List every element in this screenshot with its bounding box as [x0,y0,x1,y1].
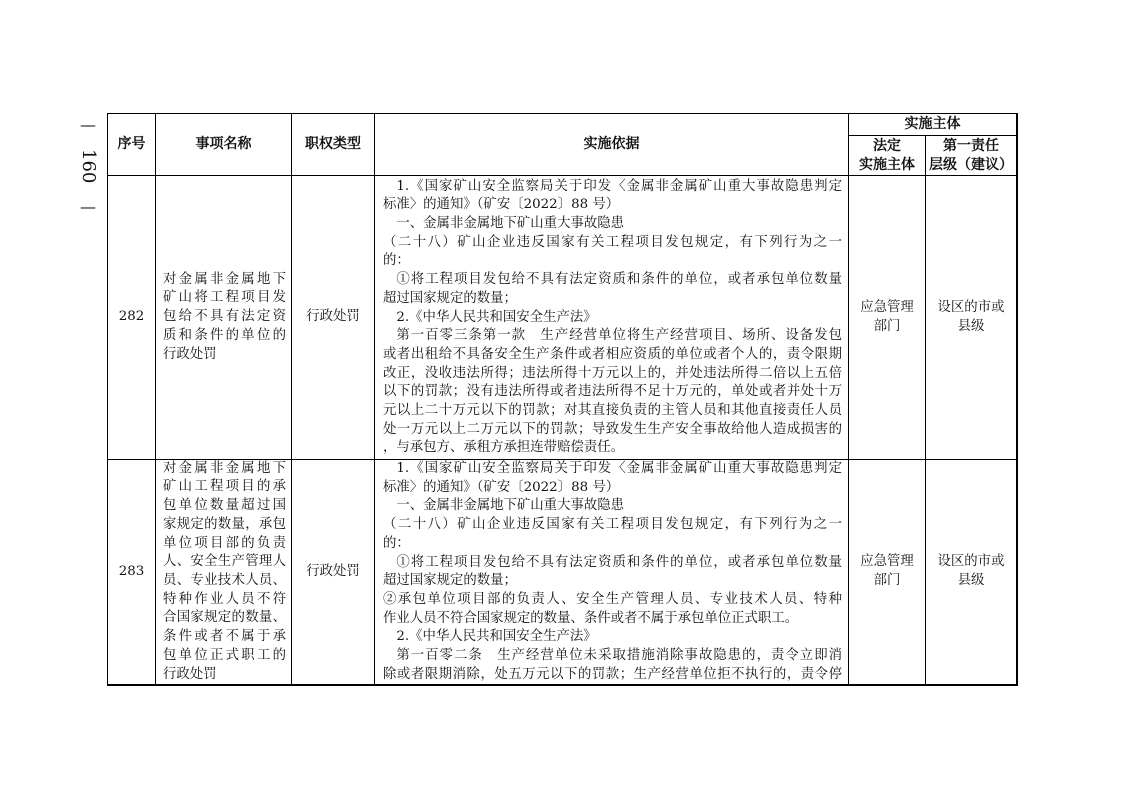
header-legal-subject-line: 实施主体 [859,156,915,173]
seq-value: 283 [118,563,145,579]
basis-line: ①将工程项目发包给不具有法定资质和条件的单位，或者承包单位数量 [396,272,842,288]
legal-subject-line: 应急管理 [860,554,914,570]
item-name-line: 包单位正式职工的 [163,647,286,663]
row-283-basis [374,459,849,685]
basis-line: 以下的罚款；没有违法所得或者违法所得不足十万元的，单处或者并处十万 [383,384,842,400]
header-seq-label: 序号 [117,136,146,153]
header-item-name-label: 事项名称 [195,136,252,153]
basis-line: 2.《中华人民共和国安全生产法》 [396,309,597,325]
row-283-item-name [155,459,292,685]
item-name-line: 包单位数量超过国 [163,498,286,514]
basis-line: 超过国家规定的数量； [383,573,517,589]
item-name-line: 家规定的数量，承包 [163,516,286,532]
basis-line: 元以上二十万元以下的罚款；对其直接负责的主管人员和其他直接责任人员 [383,403,842,419]
item-name-line: 矿山工程项目的承 [163,479,286,495]
page-number [79,116,97,216]
power-type-value: 行政处罚 [306,309,360,325]
row-282-basis [374,175,849,460]
basis-line: 的： [383,535,410,551]
item-name-line: 特种作业人员不符 [163,591,286,607]
page-number-dash-bottom: — [80,196,96,216]
item-name-line: 矿山将工程项目发 [163,290,286,306]
responsibility-level-line: 设区的市或 [937,554,1005,570]
header-responsibility-level [925,135,1017,176]
row-282-power-type [291,175,375,460]
item-name-line: 包给不具有法定资 [163,309,286,325]
item-name-line: 行政处罚 [163,666,217,682]
basis-line: 除或者限期消除，处五万元以下的罚款；生产经营单位拒不执行的，责令停 [383,666,842,682]
header-seq [107,113,156,176]
basis-line: 标准〉的通知》（矿安〔2022〕88 号） [383,197,620,213]
responsibility-level-line: 县级 [957,573,985,588]
basis-line: ②承包单位项目部的负责人、安全生产管理人员、专业技术人员、特种 [383,591,842,607]
basis-line: 的： [383,253,410,269]
row-283-power-type [291,459,375,685]
legal-subject-line: 部门 [873,573,901,588]
item-name-line: 人、安全生产管理人 [163,554,286,570]
basis-line: 一、金属非金属地下矿山重大事故隐患 [396,498,625,514]
item-name-line: 员、专业技术人员、 [163,573,286,588]
header-subject-group-label: 实施主体 [904,116,961,133]
power-type-value: 行政处罚 [306,563,360,579]
item-name-line: 单位项目部的负责 [163,535,286,551]
header-responsibility-level-line: 第一责任 [943,138,999,154]
basis-line: （二十八）矿山企业违反国家有关工程项目发包规定，有下列行为之一 [383,517,842,533]
basis-line: 改正，没收违法所得；违法所得十万元以上的，并处违法所得二倍以上五倍 [383,365,842,381]
header-basis-label: 实施依据 [583,136,640,153]
basis-line: 1.《国家矿山安全监察局关于印发〈金属非金属矿山重大事故隐患判定 [396,461,842,476]
legal-subject-line: 应急管理 [860,299,914,315]
basis-line: 处一万元以上二万元以下的罚款；导致发生生产安全事故给他人造成损害的 [383,421,842,437]
item-name-line: 对金属非金属地下 [163,271,286,287]
seq-value: 282 [118,309,145,325]
page-number-dash-top: — [80,115,96,134]
item-name-line: 质和条件的单位的 [163,327,286,343]
header-subject-group [848,113,1017,136]
basis-line: 第一百零三条第一款 生产经营单位将生产经营项目、场所、设备发包 [396,328,842,344]
row-283-seq [107,459,156,685]
basis-line: 一、金属非金属地下矿山重大事故隐患 [396,216,625,231]
row-282-seq [107,175,156,460]
basis-line: 或者出租给不具备安全生产条件或者相应资质的单位或者个人的，责令限期 [383,346,842,362]
basis-line: 第一百零二条 生产经营单位未采取措施消除事故隐患的，责令立即消 [396,648,842,664]
header-power-type-label: 职权类型 [305,136,361,153]
responsibility-level-line: 县级 [957,318,985,334]
basis-line: ①将工程项目发包给不具有法定资质和条件的单位，或者承包单位数量 [396,554,842,570]
basis-line: 作业人员不符合国家规定的数量、条件或者不属于承包单位正式职工。 [383,610,799,626]
row-283-responsibility-level [925,459,1017,685]
header-power-type [291,113,375,176]
header-item-name [155,113,292,176]
row-282-item-name [155,175,292,460]
page-number-value: 160 [78,148,99,184]
header-legal-subject-line: 法定 [873,138,901,154]
item-name-line: 对金属非金属地下 [163,460,286,476]
row-282-legal-subject [848,175,926,460]
item-name-line: 条件或者不属于承 [163,629,286,645]
basis-line: 1.《国家矿山安全监察局关于印发〈金属非金属矿山重大事故隐患判定 [396,178,842,194]
header-responsibility-level-line: 层级（建议） [929,156,1013,173]
row-282-responsibility-level [925,175,1017,460]
header-legal-subject [848,135,926,176]
header-basis [374,113,849,176]
item-name-line: 合国家规定的数量、 [163,610,286,626]
basis-line: ，与承包方、承租方承担连带赔偿责任。 [383,440,625,456]
enforcement-items-table [107,113,1017,685]
responsibility-level-line: 设区的市或 [937,299,1005,315]
basis-line: （二十八）矿山企业违反国家有关工程项目发包规定，有下列行为之一 [383,234,842,250]
legal-subject-line: 部门 [873,318,901,334]
item-name-line: 行政处罚 [163,346,217,362]
basis-line: 超过国家规定的数量； [383,290,517,306]
basis-line: 2.《中华人民共和国安全生产法》 [396,629,597,645]
basis-line: 标准〉的通知》（矿安〔2022〕88 号） [383,479,620,495]
row-283-legal-subject [848,459,926,685]
